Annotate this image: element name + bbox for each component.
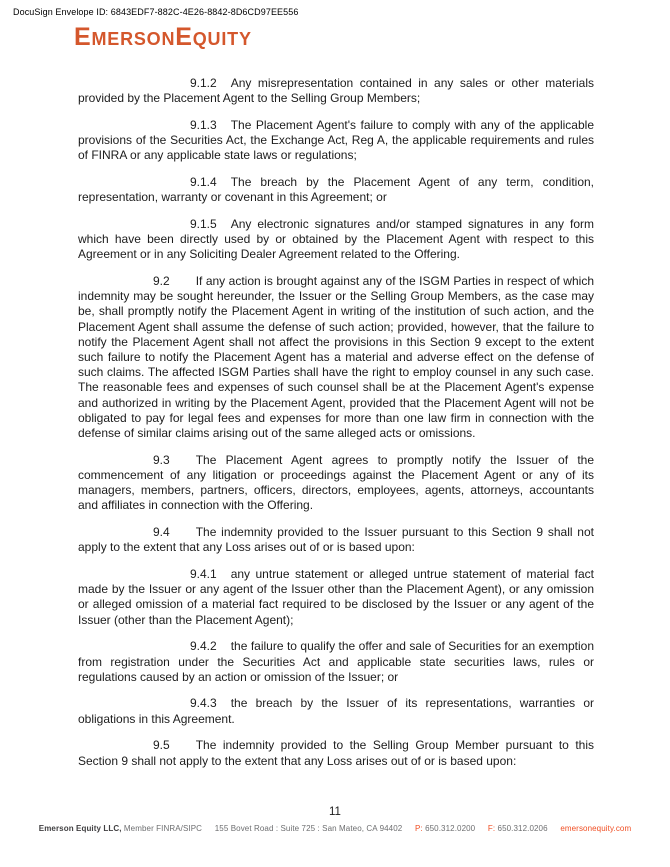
contract-paragraph-9.4.3 xyxy=(78,696,594,726)
page-number: 11 xyxy=(329,806,341,818)
contract-paragraph-9.4.2 xyxy=(78,639,594,685)
section-text: If any action is brought against any of the ISGM Parties in respect of which indemnity may be sought hereunder, the Issuer or the Selling Group Members, as the case may be, shall promptly notify the Placement Agent in writing of the institution of such action, and the Placement Agent shall assume the defense of such action; provided, however, that the failure to notify the Placement Agent shall not affect the provisions in this Section 9 except to the extent such failure to notify the Placement Agent has a material and adverse effect on the defense of such claims. The affected ISGM Parties shall have the right to employ counsel in any such case. The reasonable fees and expenses of such counsel shall be at the Placement Agent's expense and authorized in writing by the Placement Agent, provided that the Placement Agent will not be obligated to pay for legal fees and expenses for more than one law firm in connection with the defense of similar claims arising out of the same alleged acts or omissions. xyxy=(78,274,594,441)
section-text: any untrue statement or alleged untrue statement of material fact made by the Issuer or any agent of the Issuer other than the Placement Agent), or any omission or alleged omission of a material fact required to be disclosed by the Issuer or any agent of the Issuer (other than the Placement Agent); xyxy=(78,566,594,627)
section-text: The indemnity provided to the Selling Group Member pursuant to this Section 9 shall not apply to the extent that any Loss arises out of or is based upon: xyxy=(78,738,594,768)
section-text: The indemnity provided to the Issuer pursuant to this Section 9 shall not apply to the extent that any Loss arises out of or is based upon: xyxy=(78,525,594,555)
footer xyxy=(0,824,670,833)
footer-fax: 650.312.0206 xyxy=(497,824,548,833)
contract-paragraph-9.3 xyxy=(78,453,594,514)
section-number: 9.4.1 xyxy=(190,566,217,581)
section-number: 9.1.3 xyxy=(190,117,217,132)
footer-address: 155 Bovet Road : Suite 725 : San Mateo, CA 94402 xyxy=(214,824,403,833)
section-number: 9.5 xyxy=(153,738,170,753)
section-number: 9.4.3 xyxy=(190,696,217,711)
section-number: 9.3 xyxy=(153,452,170,467)
section-text: The Placement Agent agrees to promptly notify the Issuer of the commencement of any litigation or proceedings against the Placement Agent or any of its managers, members, partners, officers, directors, employees, agents, attorneys, accountants and affiliates in connection with the Offering. xyxy=(78,452,594,513)
section-number: 9.4 xyxy=(153,525,170,540)
contract-paragraph-9.4.1 xyxy=(78,567,594,628)
footer-company-name: Emerson Equity LLC, xyxy=(38,824,122,833)
footer-website-link[interactable]: emersonequity.com xyxy=(560,824,632,833)
section-text: the failure to qualify the offer and sale of Securities for an exemption from registration under the Securities Act and applicable state securities laws, rules or regulations caused by an action or omission of the Issuer; or xyxy=(78,639,594,684)
section-number: 9.1.2 xyxy=(190,76,217,90)
contract-paragraph-9.5 xyxy=(78,738,594,768)
emerson-equity-logo: EmersonEquity xyxy=(74,23,252,51)
contract-paragraph-9.4 xyxy=(78,525,594,555)
contract-paragraph-9.1.3 xyxy=(78,118,594,164)
footer-fax-label: F: xyxy=(487,824,496,833)
section-text: The breach by the Placement Agent of any term, condition, representation, warranty or covenant in this Agreement; or xyxy=(78,175,594,205)
footer-phone: 650.312.0200 xyxy=(425,824,476,833)
contract-body xyxy=(78,76,594,780)
section-number: 9.1.5 xyxy=(190,216,217,231)
section-text: The Placement Agent's failure to comply with any of the applicable provisions of the Securities Act, the Exchange Act, Reg A, the applicable requirements and rules of FINRA or any applicable state laws or regulations; xyxy=(78,117,594,163)
contract-paragraph-9.2 xyxy=(78,274,594,441)
footer-phone-label: P: xyxy=(414,824,423,833)
section-number: 9.2 xyxy=(153,274,170,289)
section-text: the breach by the Issuer of its representations, warranties or obligations in this Agreement. xyxy=(78,696,594,726)
section-text: Any electronic signatures and/or stamped signatures in any form which have been directly used by or obtained by the Placement Agent with respect to this Agreement or in any Soliciting Dealer Agreement related to the Offering. xyxy=(78,216,594,262)
docusign-envelope-id: DocuSign Envelope ID: 6843EDF7-882C-4E26-8842-8D6CD97EE556 xyxy=(13,7,299,17)
contract-paragraph-9.1.2 xyxy=(78,76,594,106)
footer-membership: Member FINRA/SIPC xyxy=(123,824,203,833)
contract-paragraph-9.1.5 xyxy=(78,217,594,263)
section-text: Any misrepresentation contained in any sales or other materials provided by the Placement Agent to the Selling Group Members; xyxy=(78,76,594,106)
section-number: 9.4.2 xyxy=(190,639,217,654)
section-number: 9.1.4 xyxy=(190,175,217,190)
contract-paragraph-9.1.4 xyxy=(78,175,594,205)
